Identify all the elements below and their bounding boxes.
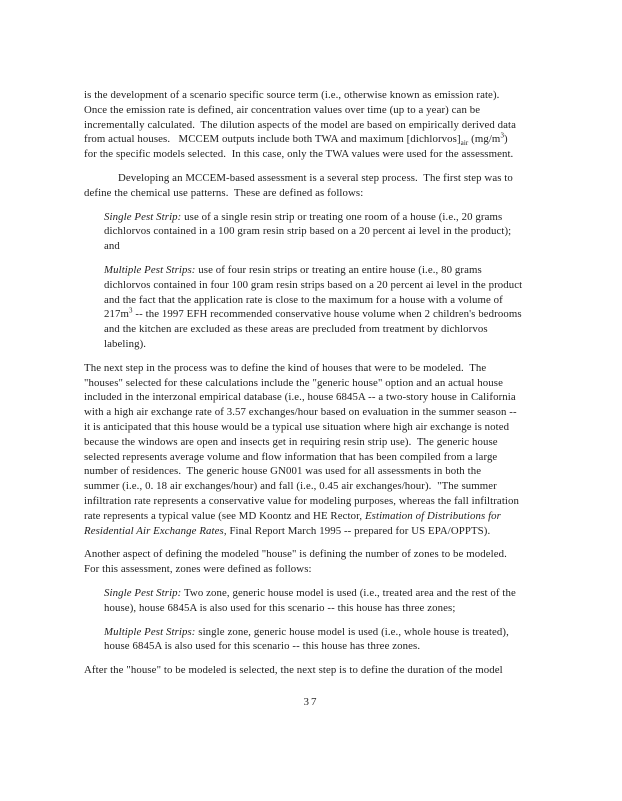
- text-line: [84, 390, 589, 405]
- text-line: [84, 118, 589, 133]
- italic-text: Single Pest Strip:: [104, 210, 182, 223]
- paragraph-3: [104, 210, 589, 254]
- text-segment: After the "house" to be modeled is selected, the next step is to define the duration of the model: [84, 664, 503, 677]
- paragraph-2: [84, 171, 589, 201]
- text-line: [84, 524, 589, 539]
- text-line: [104, 322, 589, 337]
- text-segment: number of residences. The generic house GN001 was used for all assessments in both the: [84, 465, 482, 478]
- text-segment: For this assessment, zones were defined as follows:: [84, 563, 312, 576]
- text-segment: is the development of a scenario specific source term (i.e., otherwise known as emission rate).: [84, 89, 500, 101]
- italic-text: Multiple Pest Strips:: [104, 263, 196, 276]
- text-segment: incrementally calculated. The dilution aspects of the model are based on empirically derived data: [84, 118, 517, 131]
- text-segment: Another aspect of defining the modeled "house" is defining the number of zones to be modeled.: [84, 548, 507, 561]
- text-line: [104, 307, 589, 322]
- text-segment: Once the emission rate is defined, air concentration values over time (up to a year) can be: [84, 103, 481, 116]
- paragraph-1: [84, 88, 589, 162]
- italic-text: Multiple Pest Strips:: [104, 625, 196, 638]
- text-segment: from actual houses. MCCEM outputs include both TWA and maximum [dichlorvos]: [84, 133, 461, 146]
- text-segment: "houses" selected for these calculations include the "generic house" option and an actual house: [84, 376, 503, 389]
- text-line: [84, 186, 589, 201]
- document-text: [84, 88, 589, 678]
- text-segment: and the kitchen are excluded as these areas are precluded from treatment by dichlorvos: [104, 323, 488, 336]
- text-segment: use of four resin strips or treating an entire house (i.e., 80 grams: [195, 263, 482, 276]
- text-line: [84, 663, 589, 678]
- paragraph-6: [84, 547, 589, 577]
- text-segment: selected represents average volume and flow information that has been compiled from a large: [84, 450, 498, 463]
- text-line: [84, 405, 589, 420]
- paragraph-9: [84, 663, 589, 678]
- text-line: [84, 132, 589, 147]
- text-line: [84, 450, 589, 465]
- paragraph-7: [104, 586, 589, 616]
- text-segment: rate represents a typical value (see MD Koontz and HE Rector,: [84, 509, 365, 522]
- text-segment: use of a single resin strip or treating one room of a house (i.e., 20 grams: [181, 210, 503, 223]
- text-line: [104, 586, 589, 601]
- text-line: [84, 88, 589, 103]
- text-line: [84, 464, 589, 479]
- text-segment: -- the 1997 EFH recommended conservative house volume when 2 children's bedrooms: [132, 308, 522, 321]
- text-segment: infiltration rate represents a conservative value for modeling purposes, whereas the fall infiltration: [84, 494, 520, 507]
- text-segment: for the specific models selected. In this case, only the TWA values were used for the assessment.: [84, 148, 514, 161]
- text-line: [84, 494, 589, 509]
- text-segment: and: [104, 240, 120, 253]
- text-line: [84, 171, 589, 186]
- text-line: [104, 639, 589, 654]
- text-line: [104, 625, 589, 640]
- text-line: [84, 562, 589, 577]
- text-line: [84, 420, 589, 435]
- paragraph-8: [104, 625, 589, 655]
- text-line: [104, 210, 589, 225]
- text-segment: The next step in the process was to define the kind of houses that were to be modeled. The: [84, 361, 487, 374]
- text-line: [104, 337, 589, 352]
- paragraph-5: [84, 361, 589, 539]
- text-segment: (mg/m: [468, 133, 501, 146]
- text-segment: because the windows are open and insects get in requiring resin strip use). The generic house: [84, 435, 498, 448]
- italic-text: Estimation of Distributions for: [364, 509, 501, 522]
- text-line: [84, 435, 589, 450]
- text-line: [104, 601, 589, 616]
- text-line: [84, 376, 589, 391]
- text-line: [84, 147, 589, 162]
- text-segment: 217m: [104, 308, 129, 321]
- text-segment: house 6845A is also used for this scenario -- this house has three zones.: [104, 640, 421, 653]
- subscript-text: air: [460, 139, 469, 148]
- text-line: [84, 361, 589, 376]
- text-segment: with a high air exchange rate of 3.57 exchanges/hour based on evaluation in the summer season --: [84, 406, 517, 419]
- text-line: [104, 239, 589, 254]
- italic-text: Residential Air Exchange Rates,: [84, 524, 227, 537]
- italic-text: Single Pest Strip:: [104, 586, 182, 599]
- text-segment: single zone, generic house model is used (i.e., whole house is treated),: [195, 625, 509, 638]
- text-line: [84, 103, 589, 118]
- text-segment: Final Report March 1995 -- prepared for US EPA/OPPTS).: [226, 524, 491, 537]
- text-line: [104, 278, 589, 293]
- text-segment: included in the interzonal empirical database (i.e., house 6845A -- a two-story house in California: [84, 391, 516, 404]
- text-line: [84, 479, 589, 494]
- text-segment: it is anticipated that this house would be a typical use situation where high air exchange is noted: [84, 420, 510, 433]
- superscript-text: 3: [129, 306, 133, 315]
- text-segment: and the fact that the application rate is close to the maximum for a house with a volume of: [104, 293, 503, 306]
- text-line: [104, 224, 589, 239]
- text-segment: define the chemical use patterns. These are defined as follows:: [84, 186, 364, 199]
- text-segment: house), house 6845A is also used for this scenario -- this house has three zones;: [104, 601, 456, 614]
- text-segment: labeling).: [104, 337, 147, 350]
- text-segment: dichlorvos contained in four 100 gram resin strips based on a 20 percent ai level in the product: [104, 278, 523, 291]
- text-segment: dichlorvos contained in a 100 gram resin strip based on a 20 percent ai level in the product);: [104, 225, 512, 238]
- text-line: [104, 263, 589, 278]
- text-line: [104, 293, 589, 308]
- text-segment: summer (i.e., 0. 18 air exchanges/hour) and fall (i.e., 0.45 air exchanges/hour). "The summer: [84, 480, 497, 493]
- superscript-text: 3: [500, 131, 505, 140]
- page-number: 37: [303, 696, 319, 708]
- text-segment: ): [504, 133, 508, 146]
- text-segment: Developing an MCCEM-based assessment is a several step process. The first step was to: [118, 171, 513, 184]
- text-line: [84, 547, 589, 562]
- text-segment: Two zone, generic house model is used (i.e., treated area and the rest of the: [181, 586, 516, 599]
- text-line: [84, 509, 589, 524]
- paragraph-4: [104, 263, 589, 352]
